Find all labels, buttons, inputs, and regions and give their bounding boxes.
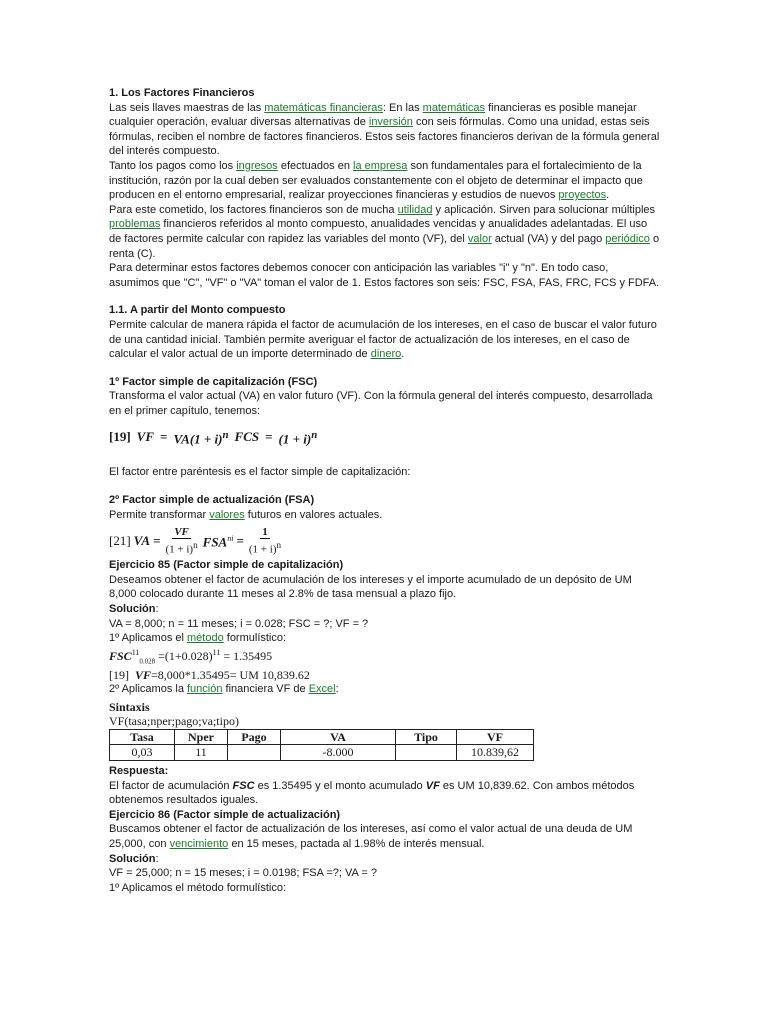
calc-vf: [19] VF=8,000*1.35495= UM 10,839.62 [109,668,310,683]
section-title: 1.1. A partir del Monto compuesto [109,304,286,317]
table-cell: 11 [175,745,228,761]
link-metodo[interactable]: método [187,632,224,645]
paragraph: Buscamos obtener el factor de actualización de los intereses, así como el valor actual de una deuda de UM 25,000, con vencimiento en 15 meses, pactada al 1.98% de interés mensual. [109,823,633,850]
table-header: Tipo [396,729,457,745]
link-periodico[interactable]: periódico [605,232,650,245]
table-cell: -8.000 [281,745,396,761]
table-header: VA [281,729,396,745]
data-line: VF = 25,000; n = 15 meses; i = 0.0198; FSA =?; VA = ? [109,867,377,880]
section-title: 1. Los Factores Financieros [109,87,255,99]
table-cell: 0,03 [110,745,175,761]
step-line: 2º Aplicamos la función financiera VF de Excel: [109,683,339,696]
table-header: Tasa [110,729,175,745]
table-cell [228,745,281,761]
link-utilidad[interactable]: utilidad [397,203,433,216]
paragraph: Permite calcular de manera rápida el factor de acumulación de los intereses, en el caso de buscar el valor futuro de una cantidad inicial. También permite averiguar el factor de actualización de los intereses, en el caso de calcular el valor actual de un importe determinado de dinero. [109,318,657,361]
section-title: 2º Factor simple de actualización (FSA) [109,494,315,507]
formula-19: [19] VF = $VA(1 + i)^n$ FCS = $(1 + i)^n$ [109,429,318,447]
data-line: VA = 8,000; n = 11 meses; i = 0.028; FSC = ?; VF = ? [109,617,369,630]
paragraph: Deseamos obtener el factor de acumulación de los intereses y el importe acumulado de un depósito de UM 8,000 colocado durante 11 meses al 2.8% de tasa mensual a plazo fijo. [109,573,632,601]
table-header: VF [457,729,534,745]
link-proyectos[interactable]: proyectos [558,189,607,202]
exercise-title: Ejercicio 86 (Factor simple de actualización) [109,808,341,821]
paragraph: El factor entre paréntesis es el factor simple de capitalización: [109,466,411,479]
link-valor[interactable]: valor [467,232,492,245]
paragraph: Para este cometido, los factores financieros son de mucha utilidad y aplicación. Sirven para solucionar múltiples problemas financieros referidos al monto compuesto, anualidades vencidas y anualidades adelantadas. El uso de factores permite calcular con rapidez las variables del monto (VF), del valor actual (VA) y del pago periódico o renta (C). [109,203,660,260]
excel-table [109,729,534,761]
link-inversion[interactable]: inversión [368,116,413,129]
link-la-empresa[interactable]: la empresa [353,159,408,172]
step-line: 1º Aplicamos el método formulístico: [109,881,287,894]
step-line: 1º Aplicamos el método formulístico: [109,632,287,645]
answer-label: Respuesta: [109,764,169,777]
link-problemas[interactable]: problemas [109,218,161,231]
paragraph: El factor de acumulación FSC es 1.35495 y el monto acumulado VF es UM 10,839.62. Con ambos métodos obtenemos resultados iguales. [109,779,635,807]
calc-fsc: $FSC^{11}_{0.028} =(1+0.028)^{11} = 1.35495$ [109,647,273,666]
paragraph: Permite transformar valores futuros en valores actuales. [109,508,383,521]
link-matematicas-financieras[interactable]: matemáticas financieras [264,101,383,114]
section-title: 1º Factor simple de capitalización (FSC) [109,375,318,388]
table-header: Pago [228,729,281,745]
paragraph: Tanto los pagos como los ingresos efectuados en la empresa son fundamentales para el fortalecimiento de la institución, razón por la cual deben ser evaluados constantemente con el objeto de determinar el impacto que producen en el entorno empresarial, realizar proyecciones financieras y estudios de nuevos proyectos. [109,159,643,202]
table-cell: 10.839,62 [457,745,534,761]
syntax-line: VF(tasa;nper;pago;va;tipo) [109,713,239,728]
link-funcion[interactable]: función [187,683,223,696]
paragraph: Para determinar estos factores debemos conocer con anticipación las variables "i" y "n". En todo caso, asumimos que "C", "VF" o "VA" toman el valor de 1. Estos factores son seis: FSC, FSA, FAS, FRC, FCS y FDFA. [109,262,660,289]
link-vencimiento[interactable]: vencimiento [169,837,229,850]
sintaxis-label: Sintaxis [109,699,150,714]
formula-21: [21] VA = $\frac{VF}{(1 + i)^n}$ $FSA^n_i$ = $\frac{1}{(1 + i)^n}$ [109,526,282,557]
table-header: Nper [175,729,228,745]
paragraph: Transforma el valor actual (VA) en valor futuro (VF). Con la fórmula general del interés compuesto, desarrollada en el primer capítulo, tenemos: [109,390,653,417]
exercise-title: Ejercicio 85 (Factor simple de capitalización) [109,559,344,572]
table-cell [396,745,457,761]
link-dinero[interactable]: dinero [370,348,402,361]
paragraph: Las seis llaves maestras de las matemáticas financieras: En las matemáticas financieras es posible manejar cualquier operación, evaluar diversas alternativas de inversión con seis fórmulas. Como una unidad, estas seis fórmulas, reciben el nombre de factores financieros. Estos seis factores financieros derivan de la fórmula general del interés compuesto. [109,101,660,158]
link-ingresos[interactable]: ingresos [236,159,278,172]
table-row [110,745,534,761]
link-excel[interactable]: Excel [308,683,336,696]
solution-line: Solución: [109,603,159,616]
solution-line: Solución: [109,852,159,865]
link-matematicas[interactable]: matemáticas [422,101,486,114]
document-content [109,86,661,895]
link-valores[interactable]: valores [209,508,245,521]
